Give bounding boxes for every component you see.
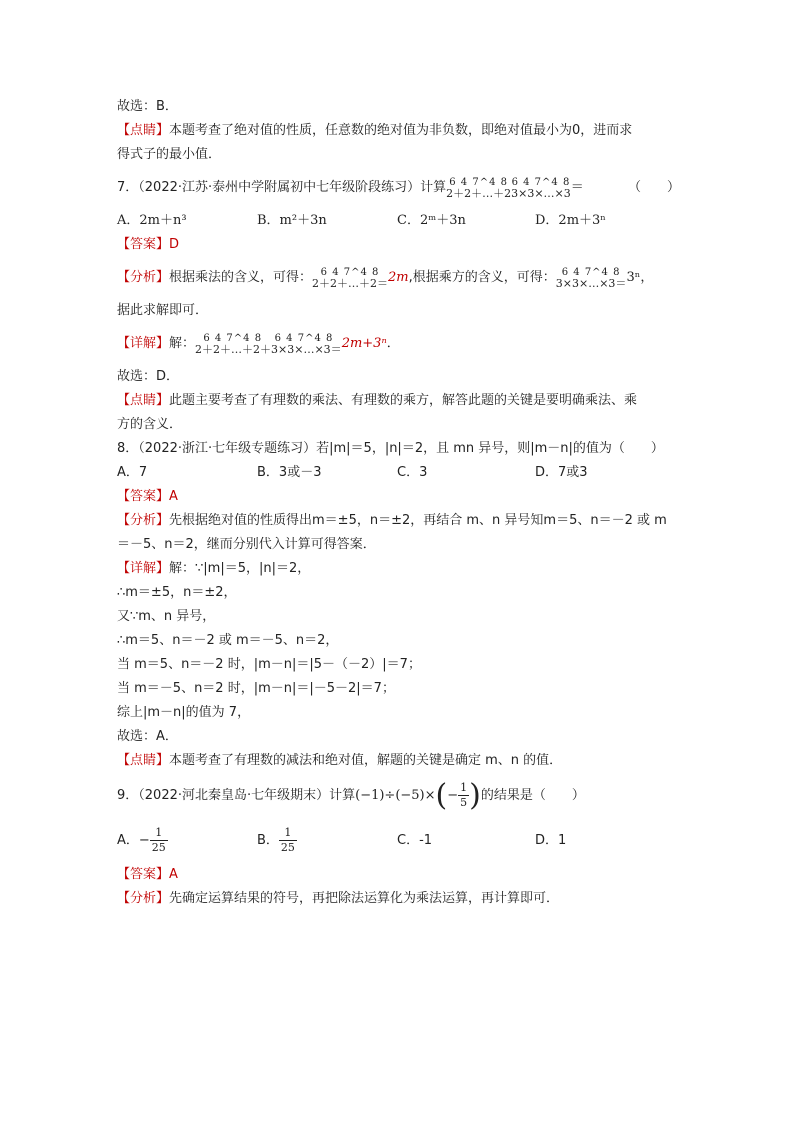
option-c: C．-1: [397, 833, 433, 848]
analysis-line-cont: 据此求解即可．: [117, 303, 209, 318]
question-7-options: [117, 209, 677, 233]
comment-tag: 【点睛】: [117, 123, 170, 138]
detail-step: ∴m＝±5，n＝±2，: [117, 585, 237, 600]
comment-line: 【点睛】本题考查了绝对值的性质，任意数的绝对值为非负数，即绝对值最小为0，进而求: [117, 123, 633, 138]
detail-line-8: 【详解】解：∵|m|＝5，|n|＝2，: [117, 561, 311, 576]
analysis-sum-expr: 6 4 7^4 8 2＋2＋…＋2＝: [312, 266, 389, 290]
option-a: A．7: [117, 465, 148, 480]
option-c: C．3: [397, 465, 428, 480]
analysis-line-8: 【分析】先根据绝对值的性质得出m＝±5，n＝±2，再结合 m、n 异号知m＝5、n＝－2 或 m: [117, 513, 667, 528]
analysis-prod-expr: 6 4 7^4 8 3×3×…×3＝: [555, 266, 627, 290]
option-c: C．2ᵐ＋3n: [397, 213, 466, 228]
select-line: 故选：B．: [117, 99, 178, 114]
comment-line-8: 【点睛】本题考查了有理数的减法和绝对值，解题的关键是确定 m、n 的值．: [117, 753, 563, 768]
question-8: 8．（2022·浙江·七年级专题练习）若|m|＝5，|n|＝2，且 mn 异号，则|m－n|的值为（ ）: [117, 441, 664, 456]
option-b: B．3或－3: [257, 465, 322, 480]
answer-line-8: 【答案】A: [117, 489, 178, 504]
detail-step: ∴m＝5、n＝－2 或 m＝－5、n＝2，: [117, 633, 339, 648]
option-b: B．m²＋3n: [257, 213, 327, 228]
question-8-options: [117, 461, 677, 485]
comment-line-7-cont: 方的含义．: [117, 417, 183, 432]
answer-blank: （ ）: [627, 180, 680, 195]
answer-line: 【答案】D: [117, 237, 180, 252]
option-a: A．− $\frac{1}{25}$: [117, 826, 166, 854]
comment-line-7: 【点睛】此题主要考查了有理数的乘法、有理数的乘方，解答此题的关键是要明确乘法、乘: [117, 393, 638, 408]
question-9-options: [117, 819, 677, 863]
analysis-line: 【分析】根据乘法的含义，可得： 6 4 7^4 8 2＋2＋…＋2＝ 2m,根据乘方的含义，可得： 6 4 7^4 8 3×3×…×3＝ 3ⁿ，: [117, 266, 654, 290]
option-b: B． $\frac{1}{25}$: [257, 826, 295, 854]
fraction: $\frac{1}{5}$: [460, 781, 468, 809]
analysis-line-8-cont: ＝－5、n＝2，继而分别代入计算可得答案．: [117, 537, 376, 552]
analysis-line-9: 【分析】先确定运算结果的符号，再把除法运算化为乘法运算，再计算即可．: [117, 891, 560, 906]
detail-step: 当 m＝－5、n＝2 时，|m－n|＝|－5－2|＝7；: [117, 681, 395, 696]
option-a: A．2m＋n³: [117, 213, 187, 228]
answer-line-9: 【答案】A: [117, 867, 178, 882]
sum-brace-expr: 6 4 7^4 8 2＋2＋…＋2: [446, 176, 512, 200]
select-line-8: 故选：A．: [117, 729, 178, 744]
select-line-7: 故选：D．: [117, 369, 180, 384]
detail-step: 当 m＝5、n＝－2 时，|m－n|＝|5－（－2）|＝7；: [117, 657, 421, 672]
option-d: D．2m＋3ⁿ: [535, 213, 606, 228]
detail-line: 【详解】解： 6 4 7^4 8 6 4 7^4 8 2＋2＋…＋2＋3×3×…×3＝ 2m+3ⁿ．: [117, 332, 400, 356]
option-d: D．7或3: [535, 465, 588, 480]
detail-expr: 6 4 7^4 8 6 4 7^4 8 2＋2＋…＋2＋3×3×…×3＝: [195, 332, 342, 356]
comment-line-cont: 得式子的最小值．: [117, 147, 222, 162]
document-page: [117, 95, 680, 911]
product-brace-expr: 6 4 7^4 8 3×3×…×3: [511, 176, 571, 200]
question-9: 9．（2022·河北秦皇岛·七年级期末）计算(−1)÷(−5)×(− $\frac{1}{5}$ )的结果是（ ）: [117, 777, 585, 813]
detail-step: 综上|m－n|的值为 7，: [117, 705, 251, 720]
question-7: 7．（2022·江苏·泰州中学附属初中七年级阶段练习）计算 6 4 7^4 8 2＋2＋…＋2 6 4 7^4 8 3×3×…×3 ＝ （ ）: [117, 176, 680, 200]
detail-step: 又∵m、n 异号，: [117, 609, 216, 624]
option-d: D．1: [535, 833, 567, 848]
